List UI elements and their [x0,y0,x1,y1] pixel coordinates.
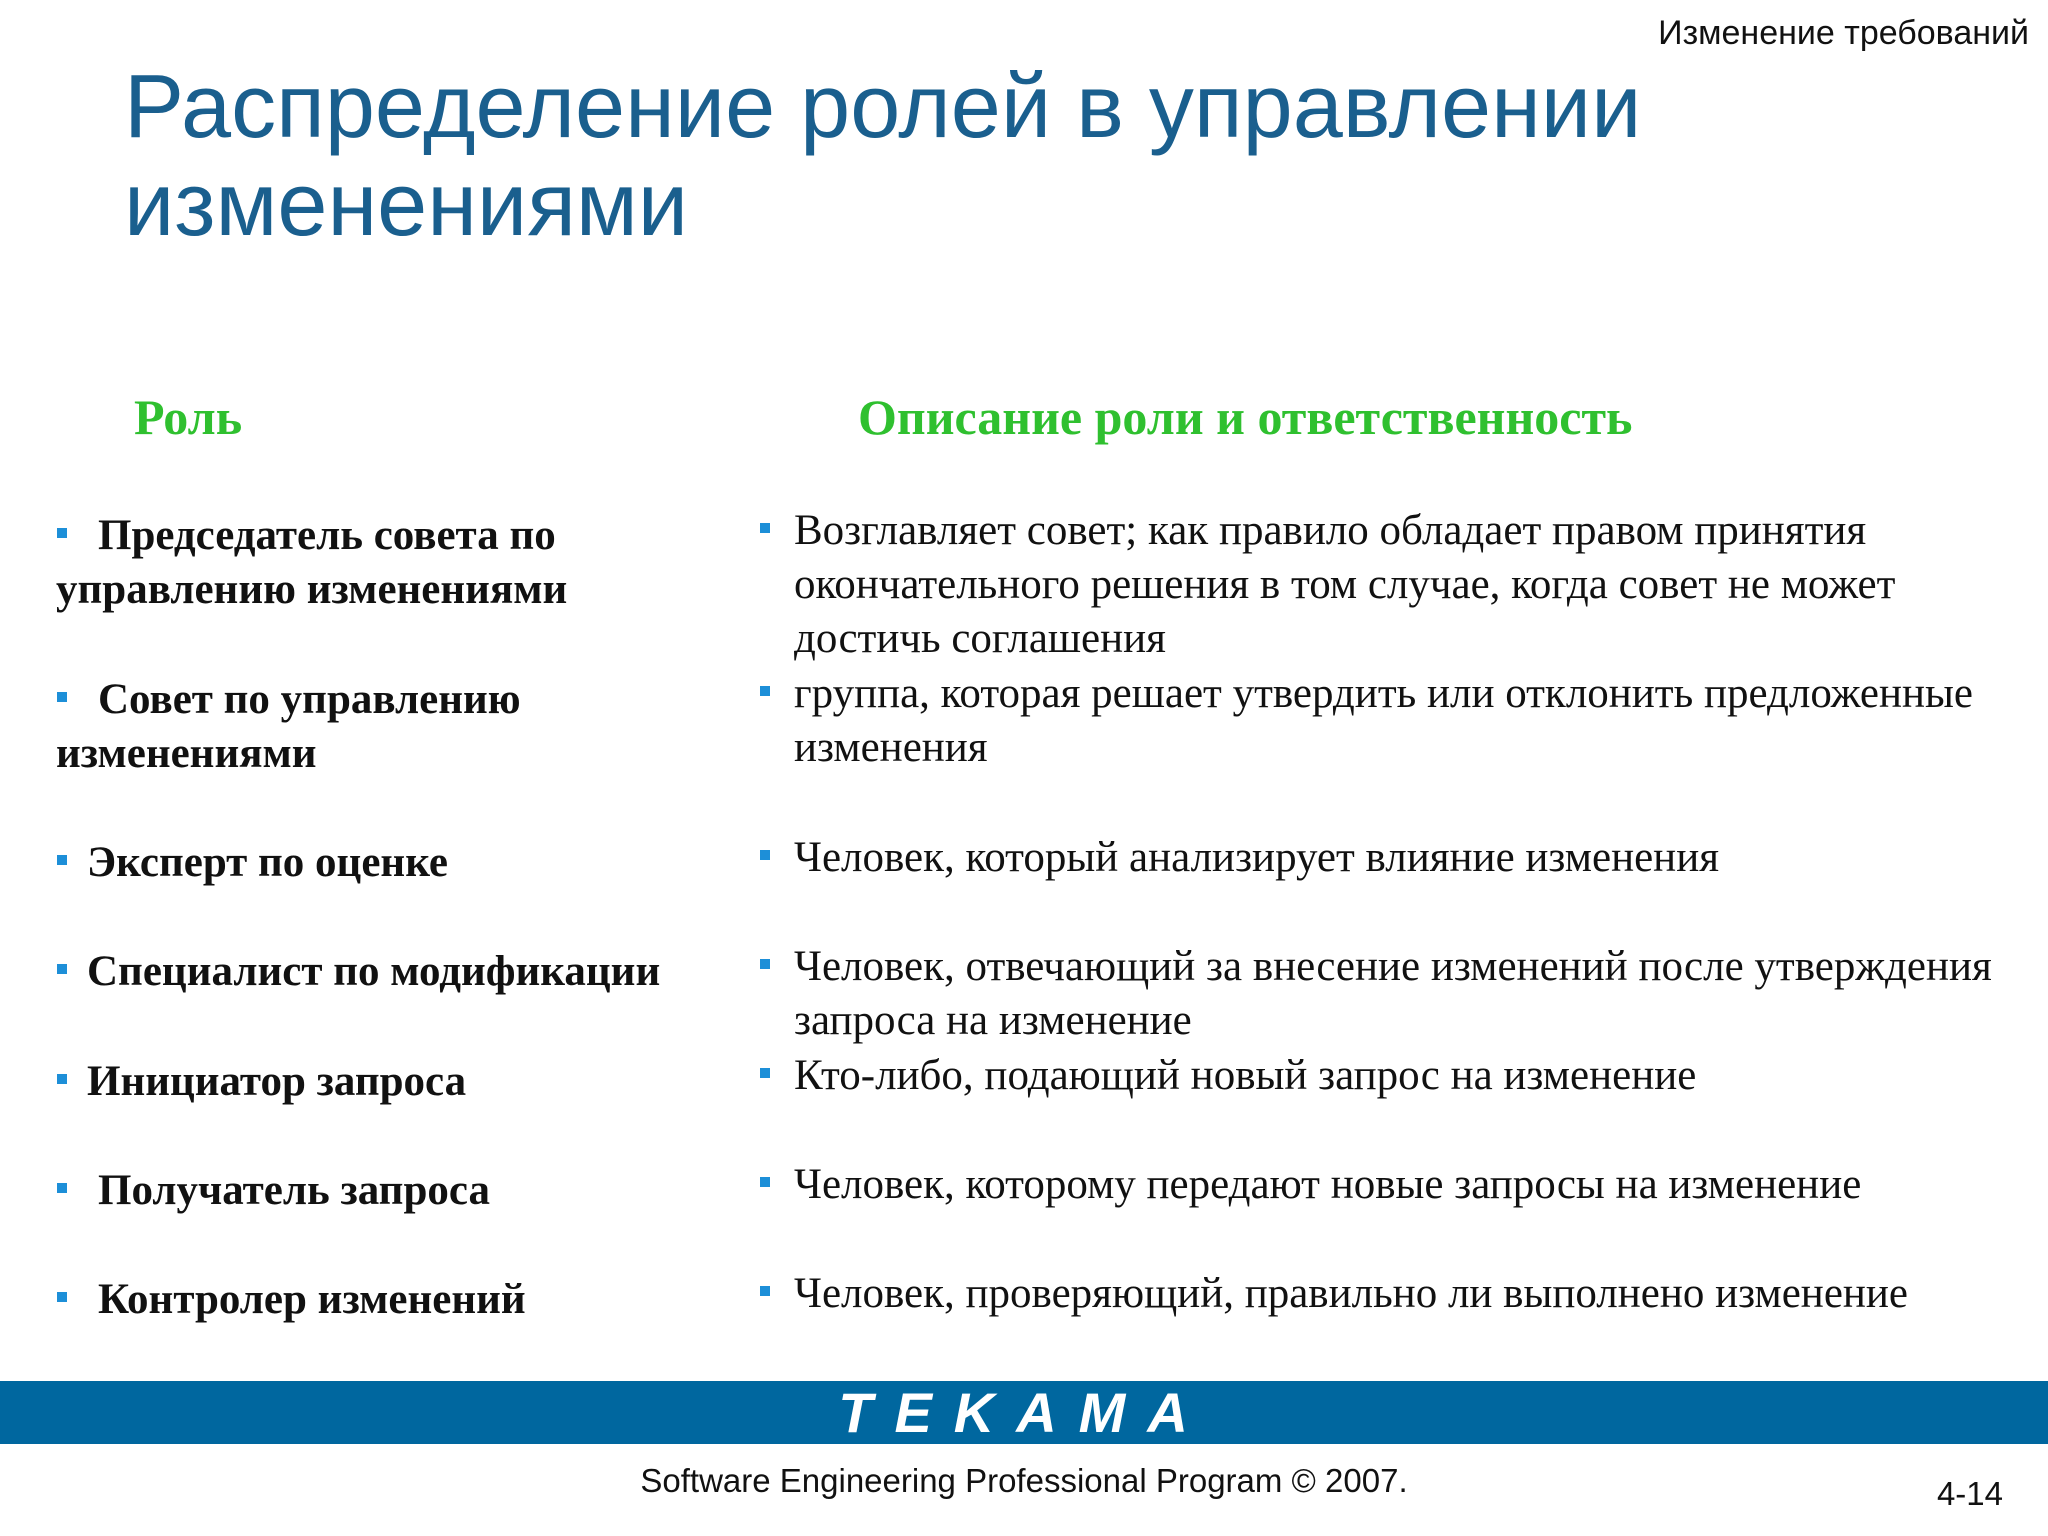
bullet-icon [760,1177,770,1187]
bullet-icon [57,855,67,865]
bullet-icon [760,850,770,860]
bullet-icon [57,1074,67,1084]
role-item: Специалист по модификации [87,948,661,995]
description-column-heading: Описание роли и ответственность [858,389,1633,445]
role-column-heading: Роль [134,389,243,445]
description-item: Человек, отвечающий за внесение изменений после утверждения запроса на изменение [794,943,1992,1044]
bullet-icon [760,686,770,696]
role-item: Контролер изменений [98,1276,526,1323]
description-item: Кто-либо, подающий новый запрос на изменение [794,1052,1697,1099]
bullet-icon [760,959,770,969]
description-item: Человек, проверяющий, правильно ли выполнено изменение [794,1270,1909,1317]
role-item: Получатель запроса [98,1167,490,1214]
bullet-icon [57,964,67,974]
role-item: Эксперт по оценке [87,839,448,886]
bullet-icon [760,1068,770,1078]
page-number: 4-14 [1936,1475,2003,1512]
role-item: Инициатор запроса [87,1058,467,1105]
bullet-icon [57,1183,67,1193]
bullet-icon [57,1292,67,1302]
header-topic: Изменение требований [1658,14,2029,52]
footer-copyright: Software Engineering Professional Program © 2007. [640,1462,1408,1499]
role-item: Председатель совета по управлению изменениями [56,512,568,613]
role-item: Совет по управлению изменениями [56,676,521,777]
bullet-icon [760,523,770,533]
description-item: группа, которая решает утвердить или отклонить предложенные изменения [794,670,1973,771]
footer-brand-logo: TEKAMA [838,1381,1210,1444]
description-item: Человек, который анализирует влияние изменения [794,834,1719,881]
page-title: Распределение ролей в управлении изменениями [124,57,1642,255]
description-item: Человек, которому передают новые запросы на изменение [794,1161,1862,1208]
bullet-icon [760,1286,770,1296]
description-item: Возглавляет совет; как правило обладает правом принятия окончательного решения в том случае, когда совет не может достичь соглашения [794,507,1896,662]
